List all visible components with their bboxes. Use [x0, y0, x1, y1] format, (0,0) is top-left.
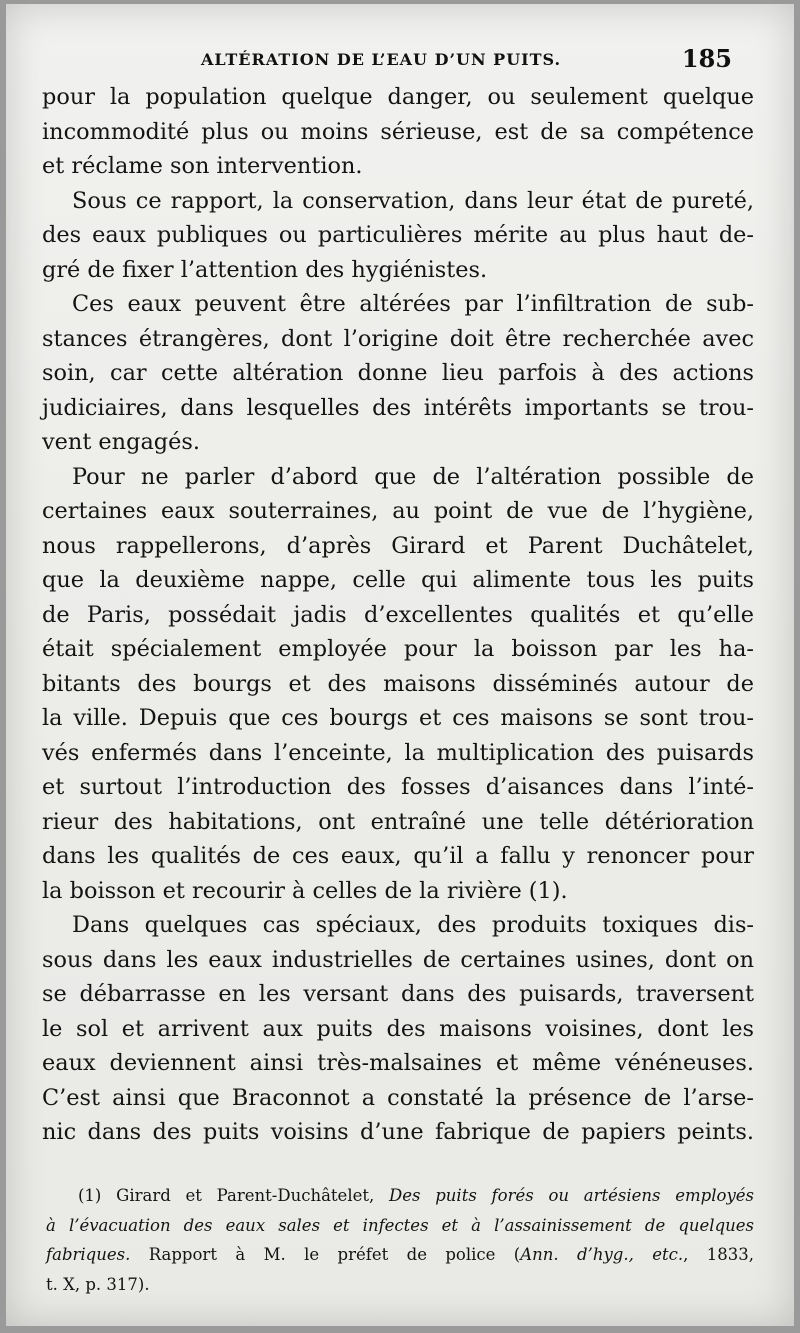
footnote-title: Des puits forés ou artésiens employés [389, 1186, 755, 1205]
footnote-line [46, 1211, 754, 1241]
paragraph [42, 80, 754, 184]
footnote-line [46, 1270, 754, 1300]
text-line: certaines eaux souterraines, au point de vue de l’hygiène, [42, 498, 754, 524]
text-line: incommodité plus ou moins sérieuse, est de sa compétence [42, 118, 754, 145]
text-line: de Paris, possédait jadis d’excellentes qualités et qu’elle [42, 601, 754, 628]
text-line: C’est ainsi que Braconnot a constaté la présence de l’arse- [42, 1084, 754, 1111]
text-line: Dans quelques cas spéciaux, des produits toxiques dis- [72, 912, 754, 938]
text-line: pour la population quelque danger, ou seulement quelque [42, 84, 754, 110]
text-line: eaux deviennent ainsi très-malsaines et même vénéneuses. [42, 1050, 754, 1076]
text-line: vent engagés. [42, 429, 200, 455]
footnote-title: fabriques. [46, 1245, 131, 1264]
footnote-volume: t. X, p. 317). [46, 1274, 150, 1294]
text-line: le sol et arrivent aux puits des maisons voisines, dont les [42, 1015, 754, 1042]
text-line: sous dans les eaux industrielles de certaines usines, dont on [42, 946, 754, 973]
footnote [46, 1181, 754, 1299]
footnote-line [46, 1240, 754, 1270]
text-line: soin, car cette altération donne lieu parfois à des actions [42, 360, 754, 386]
running-title: ALTÉRATION DE L’EAU D’UN PUITS. [201, 50, 562, 69]
text-line: rieur des habitations, ont entraîné une telle détérioration [42, 808, 754, 835]
text-line: Ces eaux peuvent être altérées par l’infiltration de sub- [72, 291, 754, 317]
text-line: se débarrasse en les versant dans des puisards, traversent [42, 981, 754, 1007]
paragraph [42, 908, 754, 1150]
footnote-year: , 1833, [683, 1245, 754, 1264]
paragraph [42, 460, 754, 909]
text-line: Pour ne parler d’abord que de l’altération possible de [72, 463, 754, 490]
page-number: 185 [681, 44, 732, 73]
text-line: nic dans des puits voisins d’une fabrique de papiers peints. [42, 1119, 754, 1145]
text-line: la boisson et recourir à celles de la rivière (1). [42, 877, 568, 904]
text-line: des eaux publiques ou particulières mérite au plus haut de- [42, 222, 754, 248]
text-line: bitants des bourgs et des maisons disséminés autour de [42, 670, 754, 697]
paragraph [42, 184, 754, 288]
page-header [201, 44, 732, 72]
text-line: stances étrangères, dont l’origine doit être recherchée avec [42, 325, 754, 352]
text-line: gré de fixer l’attention des hygiénistes. [42, 256, 488, 283]
text-line: Sous ce rapport, la conservation, dans leur état de pureté, [72, 187, 754, 214]
text-line: nous rappellerons, d’après Girard et Parent Duchâtelet, [42, 532, 754, 559]
text-line: judiciaires, dans lesquelles des intérêts importants se trou- [42, 394, 754, 421]
text-line: que la deuxième nappe, celle qui alimente tous les puits [42, 567, 754, 593]
footnote-marker: (1) [78, 1186, 102, 1205]
footnote-journal: Ann. d’hyg., etc. [520, 1245, 684, 1264]
text-line: était spécialement employée pour la boisson par les ha- [42, 636, 754, 662]
footnote-authors: Girard et Parent-Duchâtelet, [116, 1186, 375, 1205]
footnote-line [46, 1181, 754, 1211]
text-line: la ville. Depuis que ces bourgs et ces maisons se sont trou- [42, 705, 754, 731]
text-line: dans les qualités de ces eaux, qu’il a fallu y renoncer pour [42, 843, 754, 869]
text-line: vés enfermés dans l’enceinte, la multiplication des puisards [42, 739, 754, 766]
text-line: et surtout l’introduction des fosses d’aisances dans l’inté- [42, 774, 754, 800]
body-text [42, 80, 754, 1150]
text-line: et réclame son intervention. [42, 153, 363, 179]
footnote-report: Rapport à M. le préfet de police ( [148, 1245, 521, 1264]
footnote-title: à l’évacuation des eaux sales et infectes et à l’assainissement de quelques [46, 1215, 754, 1235]
paragraph [42, 287, 754, 460]
